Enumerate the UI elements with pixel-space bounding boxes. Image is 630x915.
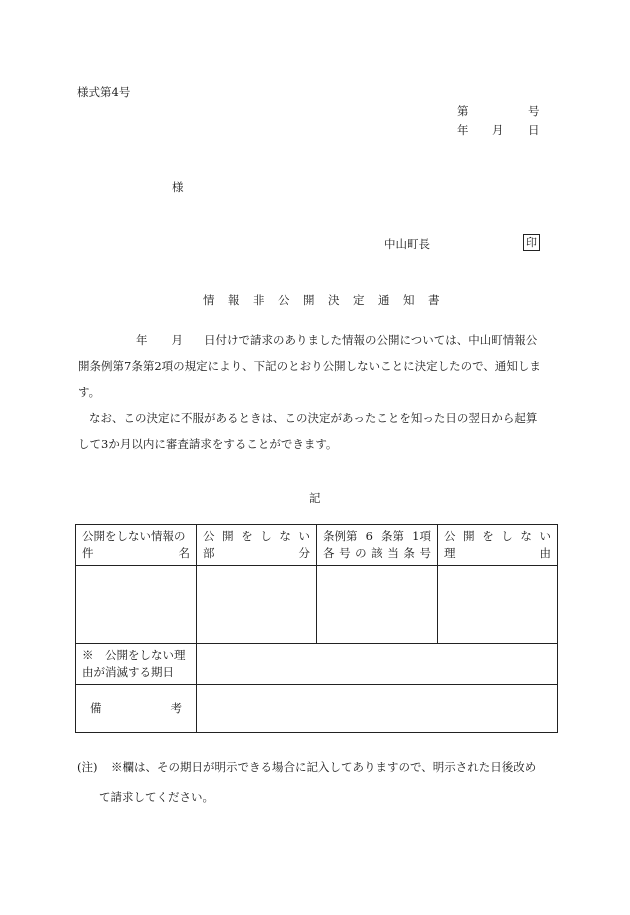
body-line-2: 開条例第7条第2項の規定により、下記のとおり公開しないことに決定したので、通知しま — [78, 359, 541, 373]
cell-article — [317, 566, 438, 644]
expiry-label — [76, 644, 197, 685]
header-reason-line2: 理 由 — [444, 546, 551, 560]
header-article-line2: 各 号 の 該 当 条 号 — [323, 546, 431, 560]
seal-stamp: 印 — [523, 234, 540, 251]
date-month: 月 — [492, 123, 504, 137]
expiry-label-line1: ※ 公開をしない理 — [82, 648, 186, 662]
body-year: 年 — [136, 333, 148, 347]
expiry-value — [197, 644, 558, 685]
table-row-expiry — [76, 644, 558, 685]
body-line-4: なお、この決定に不服があるときは、この決定があったことを知った日の翌日から起算 — [89, 411, 538, 425]
header-article — [317, 525, 438, 566]
date-year: 年 — [457, 123, 469, 137]
body-line-5: して3か月以内に審査請求をすることができます。 — [78, 437, 338, 451]
header-undisclosed-part — [197, 525, 317, 566]
header-info-name-line1: 公開をしない情報の — [82, 529, 186, 543]
header-undisclosed-part-line1: 公 開 を し な い — [203, 529, 310, 543]
remarks-label-text: 備 考 — [90, 701, 182, 715]
date-day: 日 — [528, 123, 540, 137]
header-info-name-line2: 件 名 — [82, 546, 190, 560]
body-line-1 — [78, 327, 556, 353]
doc-number-suffix: 号 — [528, 104, 540, 118]
remarks-value — [197, 685, 558, 733]
addressee-suffix: 様 — [172, 180, 184, 194]
header-undisclosed-part-line2: 部 分 — [203, 546, 310, 560]
header-reason-line1: 公 開 を し な い — [444, 529, 551, 543]
sender: 中山町長 — [384, 237, 430, 251]
cell-reason — [438, 566, 558, 644]
header-article-line1: 条例第 6 条第 1項 — [323, 529, 431, 543]
table-row — [76, 566, 558, 644]
header-reason — [438, 525, 558, 566]
body-month: 月 — [171, 333, 183, 347]
form-number: 様式第4号 — [77, 85, 131, 99]
table-header-row — [76, 525, 558, 566]
header-info-name — [76, 525, 197, 566]
footnote-line-1: ※欄は、その期日が明示できる場合に記入してありますので、明示された日後改め — [111, 760, 537, 774]
footnote-line-2: て請求してください。 — [99, 790, 214, 804]
cell-undisclosed-part — [197, 566, 317, 644]
body-line-1-text: 日付けで請求のありました情報の公開については、中山町情報公 — [204, 333, 538, 347]
remarks-label — [76, 685, 197, 733]
cell-info-name — [76, 566, 197, 644]
document-title: 情報非公開決定通知書 — [203, 293, 453, 307]
doc-number-prefix: 第 — [457, 104, 469, 118]
footnote-label: (注) — [77, 760, 98, 774]
body-line-3: す。 — [78, 385, 101, 399]
decision-table — [75, 524, 558, 733]
table-row-remarks — [76, 685, 558, 733]
body-paragraph — [78, 327, 556, 457]
expiry-label-line2: 由が消滅する期日 — [82, 665, 174, 679]
ki-heading: 記 — [309, 491, 321, 505]
